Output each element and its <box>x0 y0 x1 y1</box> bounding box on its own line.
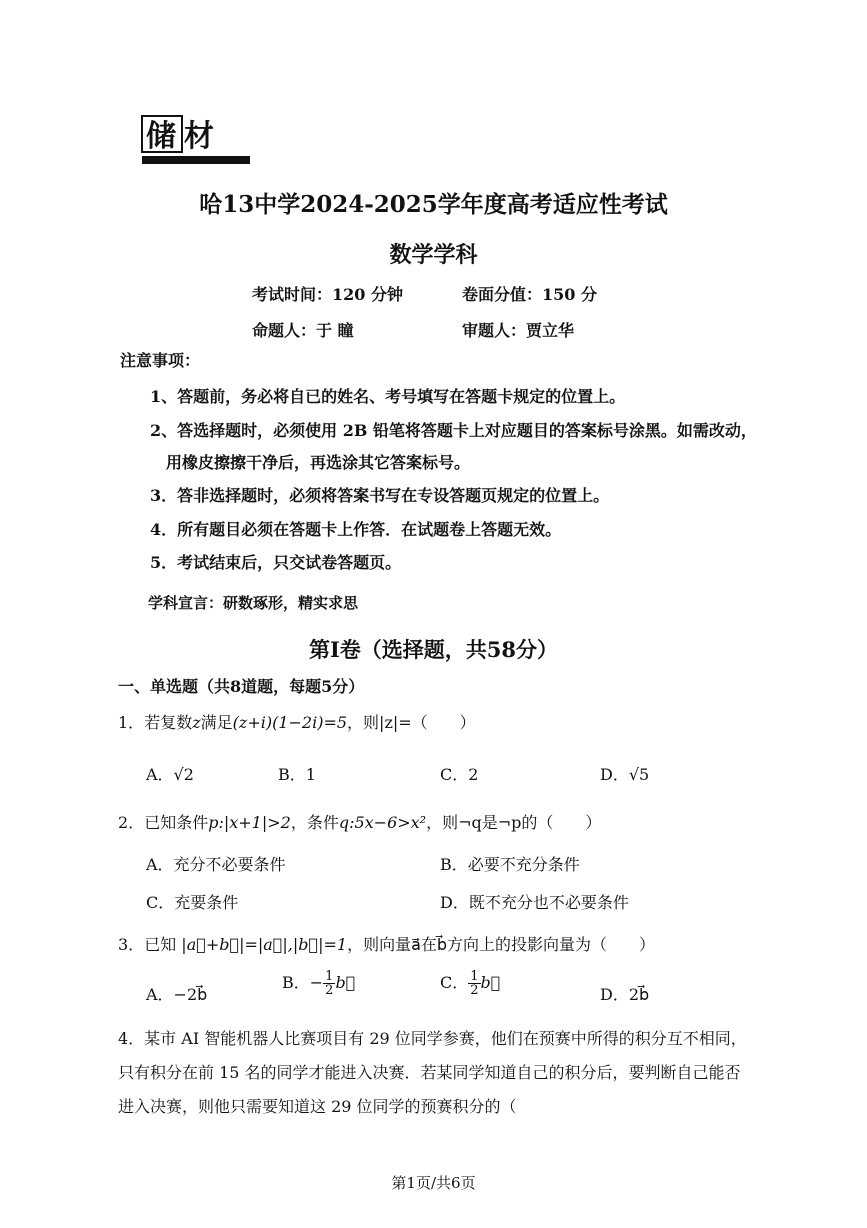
exam-title: 哈13中学2024-2025学年度高考适应性考试 <box>199 191 668 218</box>
question-number: 3． <box>118 935 145 954</box>
note-item: 5．考试结束后，只交试卷答题页。 <box>150 553 402 572</box>
reviewer: 审题人：贾立华 <box>462 321 575 340</box>
part-title: 一、单选题（共8道题，每题5分） <box>118 677 365 696</box>
option-c: C． $\frac{1}{2}$ b⃗ <box>440 969 501 998</box>
svg-text:储: 储 <box>146 119 176 154</box>
note-item: 2、答选择题时，必须使用 2B 铅笔将答题卡上对应题目的答案标号涂黑。如需改动， <box>150 421 757 440</box>
subject-title: 数学学科 <box>389 242 478 268</box>
subject-motto: 学科宣言：研数琢形，精实求思 <box>148 594 359 612</box>
option-a: A．充分不必要条件 <box>146 855 286 874</box>
question-4-line: 进入决赛，则他只需要知道这 29 位同学的预赛积分的（ <box>118 1097 517 1116</box>
fraction: $\frac{1}{2}$ <box>325 969 334 998</box>
option-d: D．√5 <box>600 765 650 784</box>
option-c: C．充要条件 <box>146 893 239 912</box>
fraction: $\frac{1}{2}$ <box>470 969 479 998</box>
author: 命题人：于 瞳 <box>252 321 354 340</box>
question-2: 2．已知条件p:|x+1|>2，条件q:5x−6>x²，则¬q是¬p的（ ） <box>118 813 602 832</box>
notes-heading: 注意事项： <box>120 351 201 370</box>
option-a: A．−2b⃗ <box>146 985 208 1004</box>
condition: |a⃗+b⃗|=|a⃗|,|b⃗|=1 <box>181 935 348 954</box>
option-c: C．2 <box>440 765 479 784</box>
school-logo <box>140 112 252 170</box>
note-item: 3．答非选择题时，必须将答案书写在专设答题页规定的位置上。 <box>150 486 610 505</box>
question-number: 2． <box>118 813 145 832</box>
question-number: 1． <box>118 713 145 732</box>
score-total: 卷面分值：150 分 <box>462 285 597 304</box>
option-d: D．2b⃗ <box>600 985 650 1004</box>
option-b: B．− $\frac{1}{2}$ b⃗ <box>282 969 356 998</box>
note-item: 1、答题前，务必将自已的姓名、考号填写在答题卡规定的位置上。 <box>150 387 626 406</box>
page-number: 第1页/共6页 <box>391 1174 476 1192</box>
option-b: B．1 <box>278 765 316 784</box>
svg-text:材: 材 <box>184 119 214 154</box>
question-4-line: 4．某市 AI 智能机器人比赛项目有 29 位同学参赛，他们在预赛中所得的积分互不相同， <box>118 1029 747 1048</box>
question-3: 3．已知 |a⃗+b⃗|=|a⃗|,|b⃗|=1，则向量a⃗在b⃗方向上的投影向量为（ ） <box>118 935 656 954</box>
option-b: B．必要不充分条件 <box>440 855 580 874</box>
exam-time: 考试时间：120 分钟 <box>252 285 403 304</box>
option-a: A．√2 <box>146 765 194 784</box>
equation: (z+i)(1−2i)=5 <box>232 713 348 732</box>
question-1: 1．若复数z满足(z+i)(1−2i)=5，则|z|=（ ） <box>118 713 476 732</box>
question-4-line: 只有积分在前 15 名的同学才能进入决赛．若某同学知道自己的积分后，要判断自己能否 <box>118 1063 741 1082</box>
option-d: D．既不充分也不必要条件 <box>440 893 629 912</box>
note-item: 用橡皮擦擦干净后，再选涂其它答案标号。 <box>166 453 471 472</box>
note-item: 4．所有题目必须在答题卡上作答．在试题卷上答题无效。 <box>150 520 562 539</box>
section-title: 第Ⅰ卷（选择题，共58分） <box>308 637 559 662</box>
